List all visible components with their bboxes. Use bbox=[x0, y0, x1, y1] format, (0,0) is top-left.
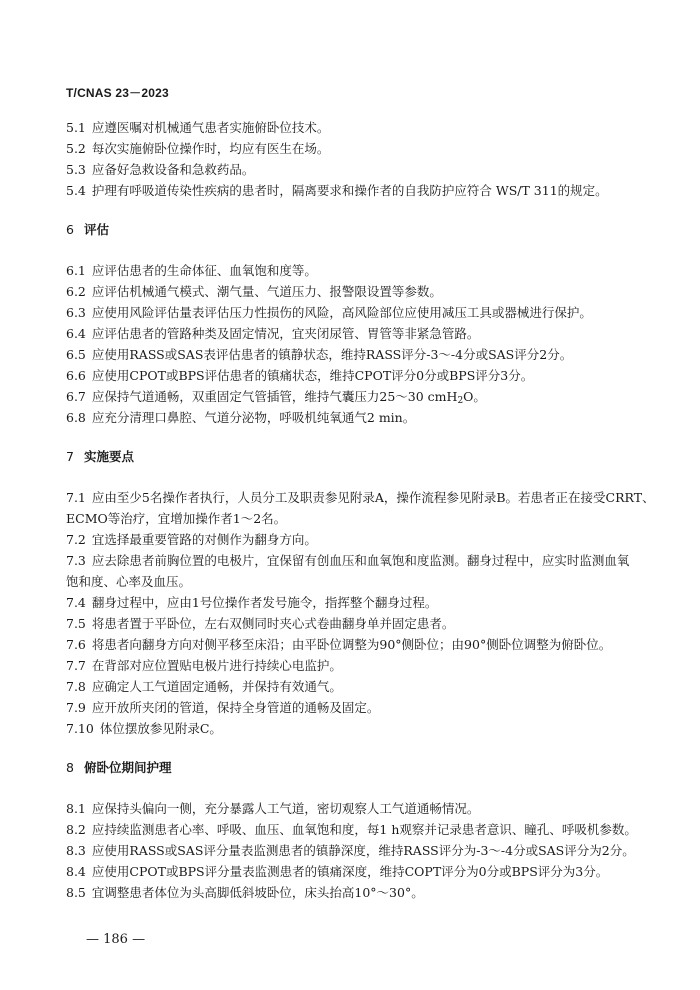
clause-5-4 bbox=[66, 183, 608, 199]
clause-text: 应充分清理口鼻腔、气道分泌物，呼吸机纯氧通气2 min。 bbox=[91, 410, 416, 425]
clause-number: 7.4 bbox=[66, 595, 86, 610]
clause-text: 应评估患者的生命体征、血氧饱和度等。 bbox=[91, 263, 317, 278]
clause-number: 7.5 bbox=[66, 616, 86, 631]
section-title: 俯卧位期间护理 bbox=[84, 760, 172, 775]
clause-5-1 bbox=[66, 120, 329, 136]
clause-6-8 bbox=[66, 410, 415, 426]
clause-text: 应评估患者的管路种类及固定情况，宜夹闭尿管、胃管等非紧急管路。 bbox=[91, 326, 480, 341]
clause-6-5 bbox=[66, 347, 572, 363]
clause-7-5 bbox=[66, 616, 454, 632]
clause-text: 将患者向翻身方向对侧平移至床沿；由平卧位调整为90°侧卧位；由90°侧卧位调整为俯卧位。 bbox=[91, 637, 612, 652]
clause-text-end: O。 bbox=[463, 389, 486, 404]
clause-7-4 bbox=[66, 595, 437, 611]
section-heading-6 bbox=[66, 222, 109, 238]
clause-number: 8.5 bbox=[66, 885, 86, 900]
clause-text: 宜调整患者体位为头高脚低斜坡卧位，床头抬高10°～30°。 bbox=[91, 885, 424, 900]
clause-number: 7.1 bbox=[66, 490, 86, 505]
clause-number: 7.2 bbox=[66, 532, 86, 547]
clause-number: 6.3 bbox=[66, 305, 86, 320]
clause-number: 7.3 bbox=[66, 553, 86, 568]
clause-number: 5.4 bbox=[66, 183, 86, 198]
clause-7-7 bbox=[66, 658, 342, 674]
clause-text: 翻身过程中，应由1号位操作者发号施令，指挥整个翻身过程。 bbox=[91, 595, 438, 610]
clause-text: 宜选择最重要管路的对侧作为翻身方向。 bbox=[91, 532, 317, 547]
clause-text: 应使用CPOT或BPS评估患者的镇痛状态，维持CPOT评分0分或BPS评分3分。 bbox=[91, 368, 534, 383]
standard-code: T/CNAS 23－2023 bbox=[66, 86, 169, 100]
clause-number: 6.2 bbox=[66, 284, 86, 299]
clause-text: 应由至少5名操作者执行，人员分工及职责参见附录A，操作流程参见附录B。若患者正在接受CRRT、 bbox=[91, 490, 655, 505]
clause-6-1 bbox=[66, 263, 317, 279]
clause-8-1 bbox=[66, 801, 479, 817]
clause-text: 应保持气道通畅，双重固定气管插管，维持气囊压力25～30 cmH bbox=[91, 389, 458, 404]
clause-7-1-continuation: ECMO等治疗，宜增加操作者1～2名。 bbox=[66, 511, 287, 526]
clause-8-2 bbox=[66, 822, 637, 838]
clause-text: 体位摆放参见附录C。 bbox=[99, 721, 222, 736]
clause-6-4 bbox=[66, 326, 479, 342]
clause-number: 6.6 bbox=[66, 368, 86, 383]
clause-number: 6.8 bbox=[66, 410, 86, 425]
clause-number: 7.6 bbox=[66, 637, 86, 652]
clause-8-4 bbox=[66, 864, 608, 880]
clause-7-6 bbox=[66, 637, 611, 653]
clause-number: 7.10 bbox=[66, 721, 94, 736]
clause-number: 6.4 bbox=[66, 326, 86, 341]
clause-text: 应使用CPOT或BPS评分量表监测患者的镇痛深度，维持COPT评分为0分或BPS评分为3分。 bbox=[91, 864, 609, 879]
section-title: 实施要点 bbox=[84, 449, 135, 464]
clause-text: 应去除患者前胸位置的电极片，宜保留有创血压和血氧饱和度监测。翻身过程中，应实时监测血氧 bbox=[91, 553, 630, 568]
clause-number: 8.4 bbox=[66, 864, 86, 879]
clause-number: 7.7 bbox=[66, 658, 86, 673]
clause-number: 6.5 bbox=[66, 347, 86, 362]
section-heading-8 bbox=[66, 760, 172, 776]
clause-number: 5.1 bbox=[66, 120, 86, 135]
clause-text: 护理有呼吸道传染性疾病的患者时，隔离要求和操作者的自我防护应符合 WS/T 311的规定。 bbox=[91, 183, 608, 198]
clause-text: 应评估机械通气模式、潮气量、气道压力、报警限设置等参数。 bbox=[91, 284, 442, 299]
clause-8-3 bbox=[66, 843, 635, 859]
clause-text: 应备好急救设备和急救药品。 bbox=[91, 162, 255, 177]
clause-number: 7.8 bbox=[66, 679, 86, 694]
clause-6-2 bbox=[66, 284, 442, 300]
clause-7-10 bbox=[66, 721, 222, 737]
clause-text: 每次实施俯卧位操作时，均应有医生在场。 bbox=[91, 141, 330, 156]
clause-number: 8.2 bbox=[66, 822, 86, 837]
clause-text: 应使用RASS或SAS评分量表监测患者的镇静深度，维持RASS评分为-3～-4分或SAS评分为2分。 bbox=[91, 843, 635, 858]
clause-text: 应保持头偏向一侧，充分暴露人工气道，密切观察人工气道通畅情况。 bbox=[91, 801, 480, 816]
clause-5-3 bbox=[66, 162, 254, 178]
section-number: 8 bbox=[66, 760, 74, 775]
clause-7-2 bbox=[66, 532, 317, 548]
clause-7-3-continuation: 饱和度、心率及血压。 bbox=[66, 574, 192, 589]
section-number: 7 bbox=[66, 449, 74, 464]
clause-7-9 bbox=[66, 700, 379, 716]
page-number: — 186 — bbox=[86, 932, 146, 947]
clause-text: 应使用风险评估量表评估压力性损伤的风险，高风险部位应使用减压工具或器械进行保护。 bbox=[91, 305, 592, 320]
clause-6-3 bbox=[66, 305, 592, 321]
clause-6-6 bbox=[66, 368, 533, 384]
clause-text: 应持续监测患者心率、呼吸、血压、血氧饱和度，每1 h观察并记录患者意识、瞳孔、呼吸机参数。 bbox=[91, 822, 637, 837]
clause-text: 在背部对应位置贴电极片进行持续心电监护。 bbox=[91, 658, 342, 673]
clause-8-5 bbox=[66, 885, 424, 901]
clause-number: 8.1 bbox=[66, 801, 86, 816]
clause-7-3 bbox=[66, 553, 629, 569]
clause-number: 6.7 bbox=[66, 389, 86, 404]
clause-text: 将患者置于平卧位，左右双侧同时夹心式卷曲翻身单并固定患者。 bbox=[91, 616, 455, 631]
clause-number: 5.3 bbox=[66, 162, 86, 177]
section-heading-7 bbox=[66, 449, 134, 465]
clause-5-2 bbox=[66, 141, 329, 157]
section-number: 6 bbox=[66, 222, 74, 237]
clause-text: 应使用RASS或SAS表评估患者的镇静状态，维持RASS评分-3～-4分或SAS评分2分。 bbox=[91, 347, 573, 362]
clause-7-1 bbox=[66, 490, 655, 506]
clause-number: 6.1 bbox=[66, 263, 86, 278]
clause-number: 7.9 bbox=[66, 700, 86, 715]
clause-7-8 bbox=[66, 679, 342, 695]
subscript: 2 bbox=[457, 396, 464, 406]
clause-6-7 bbox=[66, 389, 486, 409]
section-title: 评估 bbox=[84, 222, 110, 237]
clause-text: 应确定人工气道固定通畅，并保持有效通气。 bbox=[91, 679, 342, 694]
clause-text: 应遵医嘱对机械通气患者实施俯卧位技术。 bbox=[91, 120, 330, 135]
clause-number: 5.2 bbox=[66, 141, 86, 156]
clause-number: 8.3 bbox=[66, 843, 86, 858]
clause-text: 应开放所夹闭的管道，保持全身管道的通畅及固定。 bbox=[91, 700, 380, 715]
